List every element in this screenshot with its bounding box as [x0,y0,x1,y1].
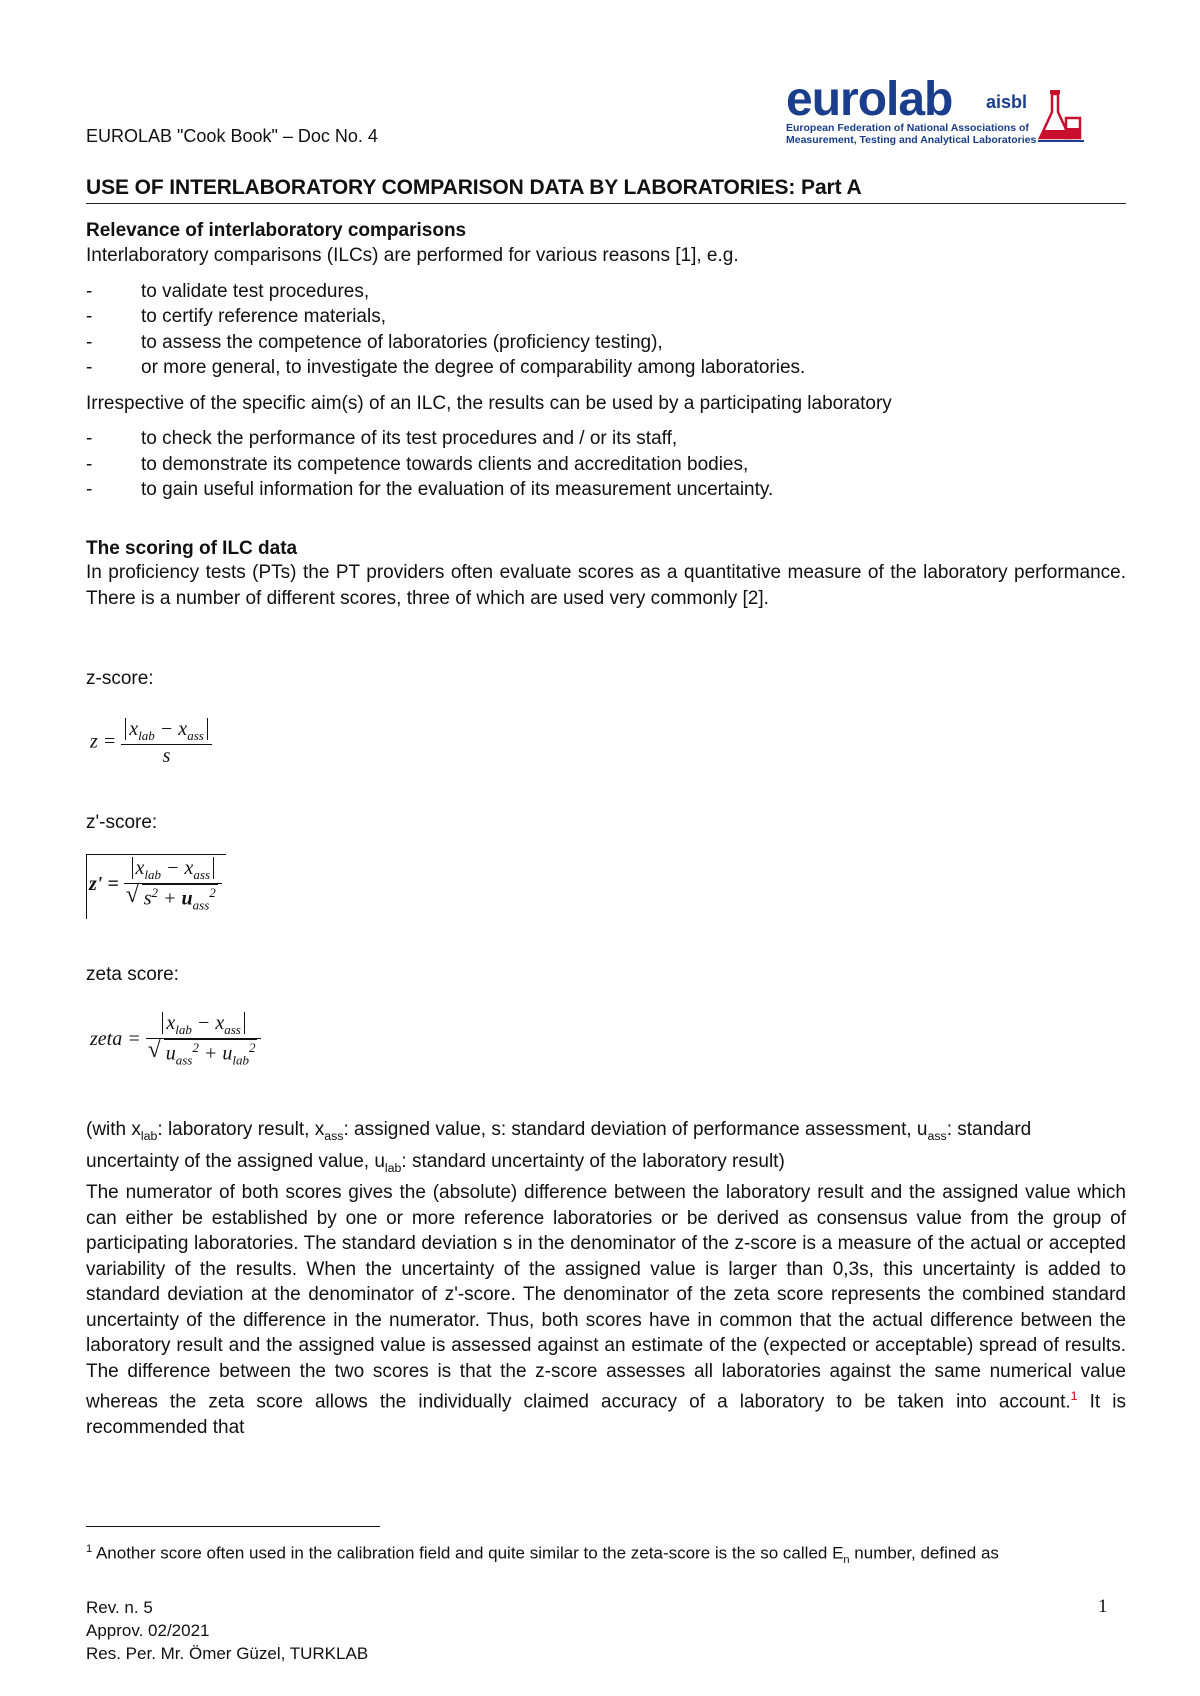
z-score-formula: z = $\frac{x_{lab} - x_{ass}}{s}$ [90,718,212,768]
footnote-reference[interactable]: 1 [1070,1389,1078,1403]
footer-revision: Rev. n. 5 [86,1598,153,1617]
list-item: - to validate test procedures, [86,280,370,302]
logo-aisbl: aisbl [986,92,1028,112]
footnote: $^1$ Another score often used in the calibration field and quite similar to the zeta-score is the so called $E_n$ number, defined as [86,1543,999,1567]
list-item: - to gain useful information for the evaluation of its measurement uncertainty. [86,479,774,500]
section-heading: Relevance of interlaboratory comparisons [86,220,467,241]
page-number: 1 [1098,1596,1108,1617]
list-item: - to demonstrate its competence towards clients and accreditation bodies, [86,453,749,475]
section-heading: The scoring of ILC data [86,538,298,559]
paragraph: Irrespective of the specific aim(s) of an ILC, the results can be used by a participating laboratory [86,392,892,414]
logo-subtitle: European Federation of National Associations of Measurement, Testing and Analytical Laboratories [786,122,1037,146]
bullet-list [86,279,1126,381]
paragraph-scores-explanation: The numerator of both scores gives the (absolute) difference between the laboratory result and the assigned value which can either be established by one or more reference laboratories or be derived as consensus value from the group of participating laboratories. The standard deviation s in the denominator of the z-score is a measure of the actual or accepted variability of the results. When the uncertainty of the assigned value is larger than 0,3s, this uncertainty is added to standard deviation at the denominator of z'-score. The denominator of the zeta score represents the combined standard uncertainty of the difference in the numerator. Thus, both scores have in common that the actual difference between the laboratory result and the assigned value is assessed against an estimate of the (expected or acceptable) spread of results. The difference between the two scores is that the z-score assesses all laboratories against the same numerical value whereas the zeta score allows the individually claimed accuracy of a laboratory to be taken into account.$^1$ It is recommended that [86,1182,1127,1438]
z-score-label: z-score: [86,668,154,689]
list-item: - to assess the competence of laboratories (proficiency testing), [86,331,663,353]
lab-flask-icon [1036,88,1086,148]
footer-responsible: Res. Per. Mr. Ömer Güzel, TURKLAB [86,1644,369,1663]
list-item: - to check the performance of its test procedures and / or its staff, [86,428,678,449]
formula-legend: (with $x_{lab}$: laboratory result, $x_{ass}$: assigned value, s: standard deviation of performance assessment, $u_{ass}$: standard uncertainty of the assigned value, $u_{lab}$: standard uncertainty of the laboratory result) [86,1119,1032,1176]
bullet-list [86,426,1126,503]
footnote-separator [86,1526,380,1527]
section-relevance [86,220,1126,503]
section-scoring [86,538,1126,611]
footer-approval: Approv. 02/2021 [86,1621,210,1640]
paragraph: In proficiency tests (PTs) the PT providers often evaluate scores as a quantitative measure of the laboratory performance. There is a number of different scores, three of which are used very commonly [2]. [86,562,1126,609]
logo-wordmark: eurolab [786,73,953,126]
eurolab-logo [786,72,1086,152]
list-item: - or more general, to investigate the degree of comparability among laboratories. [86,357,806,378]
paragraph: Interlaboratory comparisons (ILCs) are performed for various reasons [1], e.g. [86,245,739,266]
zeta-score-label: zeta score: [86,964,179,985]
z-prime-score-label: z'-score: [86,812,158,833]
list-item: - to certify reference materials, [86,306,386,327]
page-title: USE OF INTERLABORATORY COMPARISON DATA BY LABORATORIES: Part A [86,176,1126,204]
z-prime-score-formula: z' = $x_{lab} - x_{ass}$ √ $s^2 + u_{ass}^2$ [86,854,226,919]
zeta-score-formula: zeta = $x_{lab} - x_{ass}$ √ $u_{ass}^2 + u_{lab}^2$ [90,1012,261,1069]
doc-reference: EUROLAB "Cook Book" – Doc No. 4 [86,126,378,146]
